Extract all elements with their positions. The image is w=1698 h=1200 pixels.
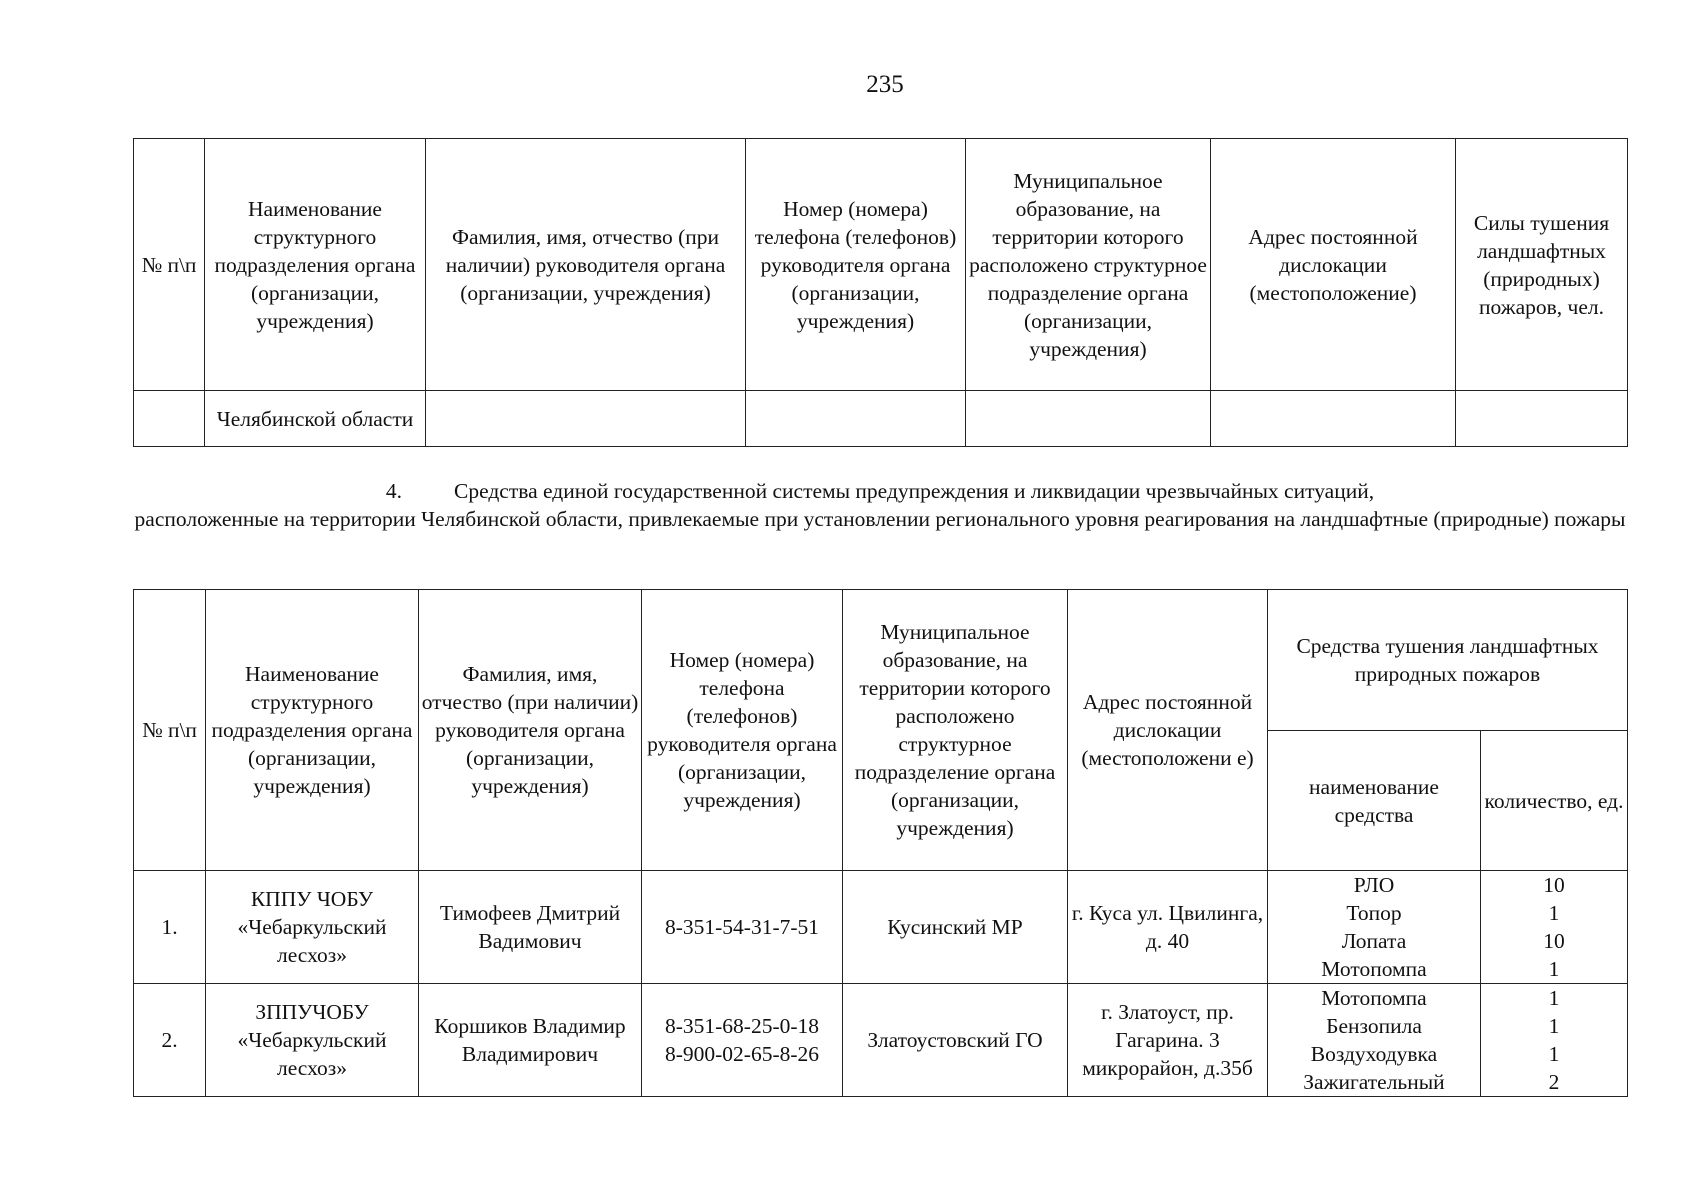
header-name: Наименование структурного подразделения органа (организации, учреждения) (205, 139, 426, 391)
header-address: Адрес постоянной дислокации (местоположени е) (1068, 590, 1268, 871)
header-forces: Силы тушения ландшафтных (природных) пожаров, чел. (1456, 139, 1628, 391)
cell-num (134, 391, 205, 447)
table-continuation (133, 138, 1628, 447)
phone-line: 8-351-54-31-7-51 (664, 915, 820, 939)
header-means: Средства тушения ландшафтных природных пожаров (1268, 590, 1628, 731)
header-address: Адрес постоянной дислокации (местоположение) (1211, 139, 1456, 391)
table-header-row (134, 139, 1628, 391)
cell-quantity (1481, 984, 1628, 1097)
cell-num: 1. (134, 871, 206, 984)
quantity-item: 1 (1548, 901, 1560, 925)
quantity-item: 1 (1548, 986, 1560, 1010)
equipment-item: Лопата (1341, 929, 1407, 953)
equipment-item: Бензопила (1326, 1014, 1422, 1038)
section-number: 4. (385, 479, 403, 503)
cell-name: КППУ ЧОБУ «Чебаркульский лесхоз» (206, 871, 419, 984)
header-municipality: Муниципальное образование, на территории которого расположено структурное подразделение органа (организации, учреждения) (966, 139, 1211, 391)
cell-equipment (1268, 984, 1481, 1097)
phone-line: 8-351-68-25-0-18 (664, 1014, 820, 1038)
header-num: № п\п (134, 139, 205, 391)
header-municipality: Муниципальное образование, на территории которого расположено структурное подразделение органа (организации, учреждения) (843, 590, 1068, 871)
cell-equipment (1268, 871, 1481, 984)
cell-name: ЗППУЧОБУ «Чебаркульский лесхоз» (206, 984, 419, 1097)
cell-address: г. Златоуст, пр. Гагарина. 3 микрорайон, д.35б (1068, 984, 1268, 1097)
header-head: Фамилия, имя, отчество (при наличии) руководителя органа (организации, учреждения) (419, 590, 642, 871)
table-header-row (134, 590, 1628, 731)
page-number: 235 (866, 71, 904, 98)
equipment-item: Мотопомпа (1321, 986, 1427, 1010)
table-row (134, 871, 1628, 984)
quantity-item: 1 (1548, 1014, 1560, 1038)
equipment-table (133, 589, 1628, 1097)
header-means-name: наименование средства (1268, 731, 1481, 871)
quantity-item: 1 (1548, 1042, 1560, 1066)
phone-line: 8-900-02-65-8-26 (664, 1042, 820, 1066)
cell-address: г. Куса ул. Цвилинга, д. 40 (1068, 871, 1268, 984)
section-title-line1: Средства единой государственной системы предупреждения и ликвидации чрезвычайных ситуаций, (454, 479, 1375, 503)
cell-head: Коршиков Владимир Владимирович (419, 984, 642, 1097)
cell-forces (1456, 391, 1628, 447)
header-head: Фамилия, имя, отчество (при наличии) руководителя органа (организации, учреждения) (426, 139, 746, 391)
table-row (134, 984, 1628, 1097)
cell-phone (642, 984, 843, 1097)
header-phone: Номер (номера) телефона (телефонов) руководителя органа (организации, учреждения) (746, 139, 966, 391)
cell-address (1211, 391, 1456, 447)
quantity-item: 10 (1543, 929, 1565, 953)
equipment-item: Топор (1346, 901, 1402, 925)
header-means-qty: количество, ед. (1481, 731, 1628, 871)
cell-municipality: Кусинский МР (843, 871, 1068, 984)
cell-municipality: Златоустовский ГО (843, 984, 1068, 1097)
quantity-item: 2 (1548, 1070, 1560, 1094)
cell-municipality (966, 391, 1211, 447)
equipment-item: Зажигательный (1303, 1070, 1445, 1094)
header-name: Наименование структурного подразделения органа (организации, учреждения) (206, 590, 419, 871)
equipment-item: Мотопомпа (1321, 957, 1427, 981)
cell-quantity (1481, 871, 1628, 984)
cell-phone (746, 391, 966, 447)
section-heading (133, 477, 1627, 533)
table-row (134, 391, 1628, 447)
cell-phone (642, 871, 843, 984)
equipment-item: РЛО (1353, 873, 1395, 897)
header-phone: Номер (номера) телефона (телефонов) руководителя органа (организации, учреждения) (642, 590, 843, 871)
cell-head: Тимофеев Дмитрий Вадимович (419, 871, 642, 984)
equipment-item: Воздуходувка (1310, 1042, 1438, 1066)
header-num: № п\п (134, 590, 206, 871)
quantity-item: 1 (1548, 957, 1560, 981)
quantity-item: 10 (1543, 873, 1565, 897)
cell-num: 2. (134, 984, 206, 1097)
section-title-rest: расположенные на территории Челябинской области, привлекаемые при установлении регионального уровня реагирования на ландшафтные (природные) пожары (134, 507, 1626, 531)
cell-head (426, 391, 746, 447)
cell-name: Челябинской области (205, 391, 426, 447)
